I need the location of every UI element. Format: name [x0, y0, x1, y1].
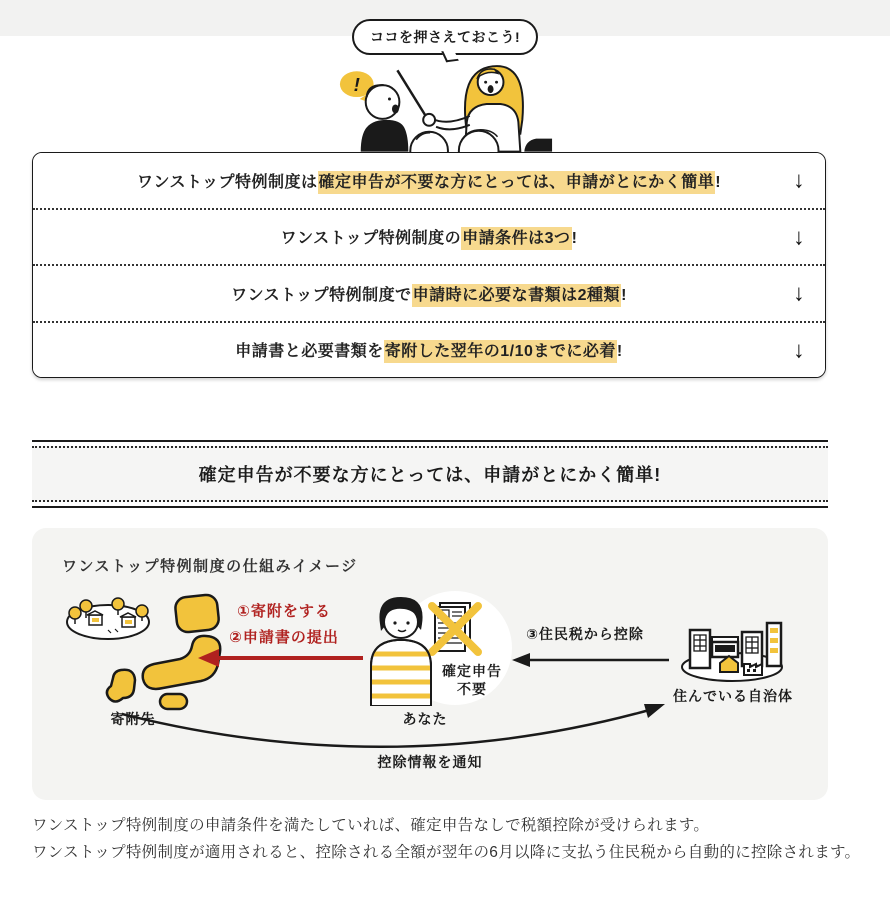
village-icon [67, 598, 149, 639]
down-arrow-icon: ↓ [793, 279, 805, 306]
pointer-stick [397, 70, 428, 120]
city-illustration [680, 618, 784, 684]
down-arrow-icon: ↓ [793, 336, 805, 363]
section-title: 確定申告が不要な方にとっては、申請がとにかく簡単! [198, 465, 662, 485]
anchor-link-text: 申請書と必要書類を寄附した翌年の1/10までに必着! [235, 338, 623, 361]
anchor-link-item-4[interactable] [33, 321, 825, 378]
speech-bubble [352, 19, 538, 55]
anchor-link-item-3[interactable] [33, 264, 825, 321]
badge-line2: 不要 [457, 681, 487, 697]
step2-text: ②申請書の提出 [229, 629, 339, 646]
highlighted-text: 寄附した翌年の1/10までに必着 [384, 340, 617, 363]
buildings [690, 623, 781, 675]
svg-text:!: ! [353, 74, 360, 96]
notify-label: 控除情報を通知 [377, 754, 483, 770]
scheme-diagram [32, 528, 828, 800]
section-header [32, 440, 828, 508]
classroom-illustration-svg [330, 54, 558, 152]
anchor-link-text: ワンストップ特例制度は確定申告が不要な方にとっては、申請がとにかく簡単! [137, 169, 721, 192]
highlighted-text: 申請時に必要な書類は2種類 [412, 284, 621, 307]
listener-head-right [459, 130, 499, 152]
highlighted-text: 確定申告が不要な方にとっては、申請がとにかく簡単 [318, 171, 716, 194]
listener-head [410, 132, 448, 152]
municipality-label: 住んでいる自治体 [673, 688, 793, 704]
badge-line1: 確定申告 [442, 663, 502, 679]
step1-text: ①寄附をする [237, 603, 331, 620]
boy-figure [361, 85, 409, 151]
person-illustration [365, 592, 437, 706]
donee-label: 寄附先 [110, 711, 156, 727]
anchor-link-list [32, 152, 826, 378]
anchor-link-text: ワンストップ特例制度の申請条件は3つ! [281, 225, 578, 248]
step3-text: ③住民税から控除 [526, 626, 644, 642]
paragraph-1: ワンストップ特例制度の申請条件を満たしていれば、確定申告なしで税額控除が受けられます。 [32, 817, 710, 834]
anchor-link-item-1[interactable] [33, 153, 825, 208]
donation-steps [200, 599, 368, 651]
black-left-arrow [512, 652, 670, 668]
no-tax-return-badge [430, 662, 514, 698]
you-label: あなた [402, 711, 448, 727]
anchor-link-item-2[interactable] [33, 208, 825, 265]
red-left-arrow [198, 648, 366, 668]
section-header-inner [32, 446, 828, 502]
speech-bubble-text: ココを押さえておこう! [370, 29, 521, 45]
anchor-link-text: ワンストップ特例制度で申請時に必要な書類は2種類! [231, 282, 627, 305]
diagram-title: ワンストップ特例制度の仕組みイメージ [62, 558, 358, 575]
paragraph-2: ワンストップ特例制度が適用されると、控除される全額が翌年の6月以降に支払う住民税から自動的に控除されます。 [32, 844, 861, 861]
down-arrow-icon: ↓ [793, 223, 805, 250]
highlighted-text: 申請条件は3つ [461, 227, 571, 250]
down-arrow-icon: ↓ [793, 166, 805, 193]
description-paragraphs [32, 812, 866, 866]
classroom-illustration [330, 54, 558, 152]
